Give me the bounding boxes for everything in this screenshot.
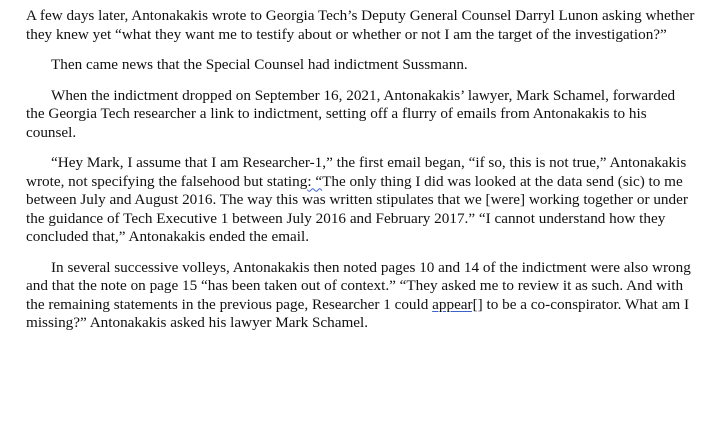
paragraph-5-text-after: to be a co-conspirator. What am I missing?” Antonakakis asked his lawyer Mark Schamel. (26, 295, 690, 331)
spelling-flag-marker[interactable]: appear[] (432, 295, 483, 313)
paragraph-1 (26, 7, 696, 44)
paragraph-5 (26, 259, 696, 333)
paragraph-3-text: When the indictment dropped on September 16, 2021, Antonakakis’ lawyer, Mark Schamel, forwarded the Georgia Tech researcher a link to indictment, setting off a flurry of emails from Antonakakis to his counsel. (26, 86, 676, 141)
paragraph-4-text-after: The only thing I did was looked at the data send (sic) to me between July and August 2016. The way this was written stipulates that we [were] working together or under the guidance of Tech Executive 1 between July 2016 and February 2017.” “I cannot understand how they concluded that,” Antonakakis ended the email. (26, 172, 688, 245)
paragraph-1-text: A few days later, Antonakakis wrote to Georgia Tech’s Deputy General Counsel Darryl Lunon asking whether they knew yet “what they want me to testify about or whether or not I am the target of the investigation?” (26, 7, 695, 43)
grammar-flag-marker[interactable]: : “ (307, 172, 323, 190)
document-body (26, 7, 696, 345)
paragraph-2 (26, 56, 696, 75)
paragraph-3 (26, 87, 696, 143)
paragraph-5-text-before: In several successive volleys, Antonakakis then noted pages 10 and 14 of the indictment were also wrong and that the note on page 15 “has been taken out of context.” “They asked me to review it as such. And with the remaining statements in the previous page, Researcher 1 could (26, 258, 691, 313)
paragraph-2-text: Then came news that the Special Counsel had indictment Sussmann. (51, 56, 468, 73)
paragraph-4 (26, 154, 696, 247)
paragraph-4-text-before: “Hey Mark, I assume that I am Researcher-1,” the first email began, “if so, this is not true,” Antonakakis wrote, not specifying the falsehood but stating (26, 154, 687, 190)
